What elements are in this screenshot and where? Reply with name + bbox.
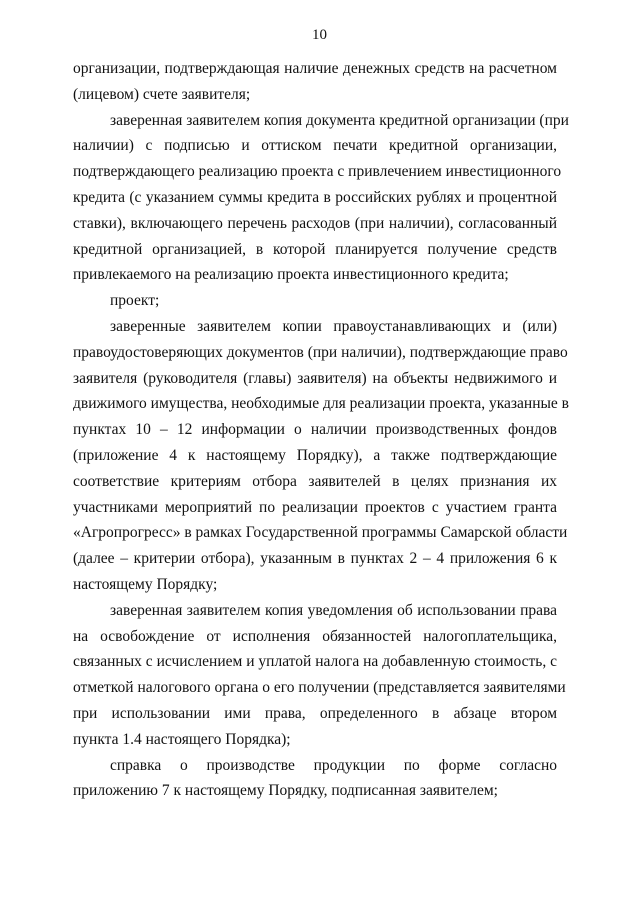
document-body [73, 56, 569, 804]
paragraph-line: подтверждающего реализацию проекта с привлечением инвестиционного [73, 163, 562, 181]
paragraph-line: соответствие критериям отбора заявителей в целях признания их [73, 472, 557, 490]
paragraph-line: на освобождение от исполнения обязанностей налогоплательщика, [73, 627, 557, 645]
paragraph-line: заверенные заявителем копии правоустанавливающих и (или) [110, 317, 557, 335]
paragraph-line: заверенная заявителем копия документа кредитной организации (при [110, 111, 569, 129]
paragraph-line: связанных с исчислением и уплатой налога на добавленную стоимость, с [73, 653, 557, 671]
paragraph-line: заверенная заявителем копия уведомления об использовании права [110, 601, 557, 619]
paragraph-line: настоящему Порядку; [73, 575, 218, 593]
paragraph-p4 [73, 314, 569, 598]
paragraph-line: наличии) с подписью и оттиском печати кредитной организации, [73, 137, 557, 155]
paragraph-line: (приложение 4 к настоящему Порядку), а также подтверждающие [73, 446, 557, 464]
paragraph-line: ставки), включающего перечень расходов (при наличии), согласованный [73, 214, 557, 232]
paragraph-p6 [73, 753, 557, 805]
paragraph-line: организации, подтверждающая наличие денежных средств на расчетном [73, 60, 557, 77]
page-number: 10 [312, 27, 327, 43]
paragraph-line: пунктах 10 – 12 информации о наличии производственных фондов [73, 421, 557, 439]
paragraph-line: кредитной организацией, в которой планируется получение средств [73, 240, 557, 258]
paragraph-line: участниками мероприятий по реализации проектов с участием гранта [73, 498, 557, 516]
paragraph-line: «Агропрогресс» в рамках Государственной программы Самарской области [73, 524, 568, 542]
paragraph-p3 [73, 288, 557, 314]
paragraph-p5 [73, 598, 566, 753]
paragraph-line: приложению 7 к настоящему Порядку, подписанная заявителем; [73, 782, 498, 800]
paragraph-line: правоудостоверяющих документов (при наличии), подтверждающие право [73, 343, 568, 361]
paragraph-line: привлекаемого на реализацию проекта инвестиционного кредита; [73, 266, 509, 284]
paragraph-line: (далее – критерии отбора), указанным в пунктах 2 – 4 приложения 6 к [73, 550, 557, 568]
paragraph-line: проект; [110, 292, 160, 310]
paragraph-p2 [73, 108, 569, 289]
paragraph-line: отметкой налогового органа о его получении (представляется заявителями [73, 679, 566, 697]
paragraph-line: заявителя (руководителя (главы) заявителя) на объекты недвижимого и [73, 369, 557, 387]
paragraph-line: справка о производстве продукции по форме согласно [110, 756, 557, 774]
paragraph-line: пункта 1.4 настоящего Порядка); [73, 730, 291, 748]
paragraph-line: кредита (с указанием суммы кредита в российских рублях и процентной [73, 188, 557, 206]
paragraph-line: при использовании ими права, определенного в абзаце втором [73, 704, 557, 722]
paragraph-p1 [73, 56, 557, 108]
paragraph-line: движимого имущества, необходимые для реализации проекта, указанные в [73, 395, 569, 413]
paragraph-line: (лицевом) счете заявителя; [73, 85, 251, 103]
